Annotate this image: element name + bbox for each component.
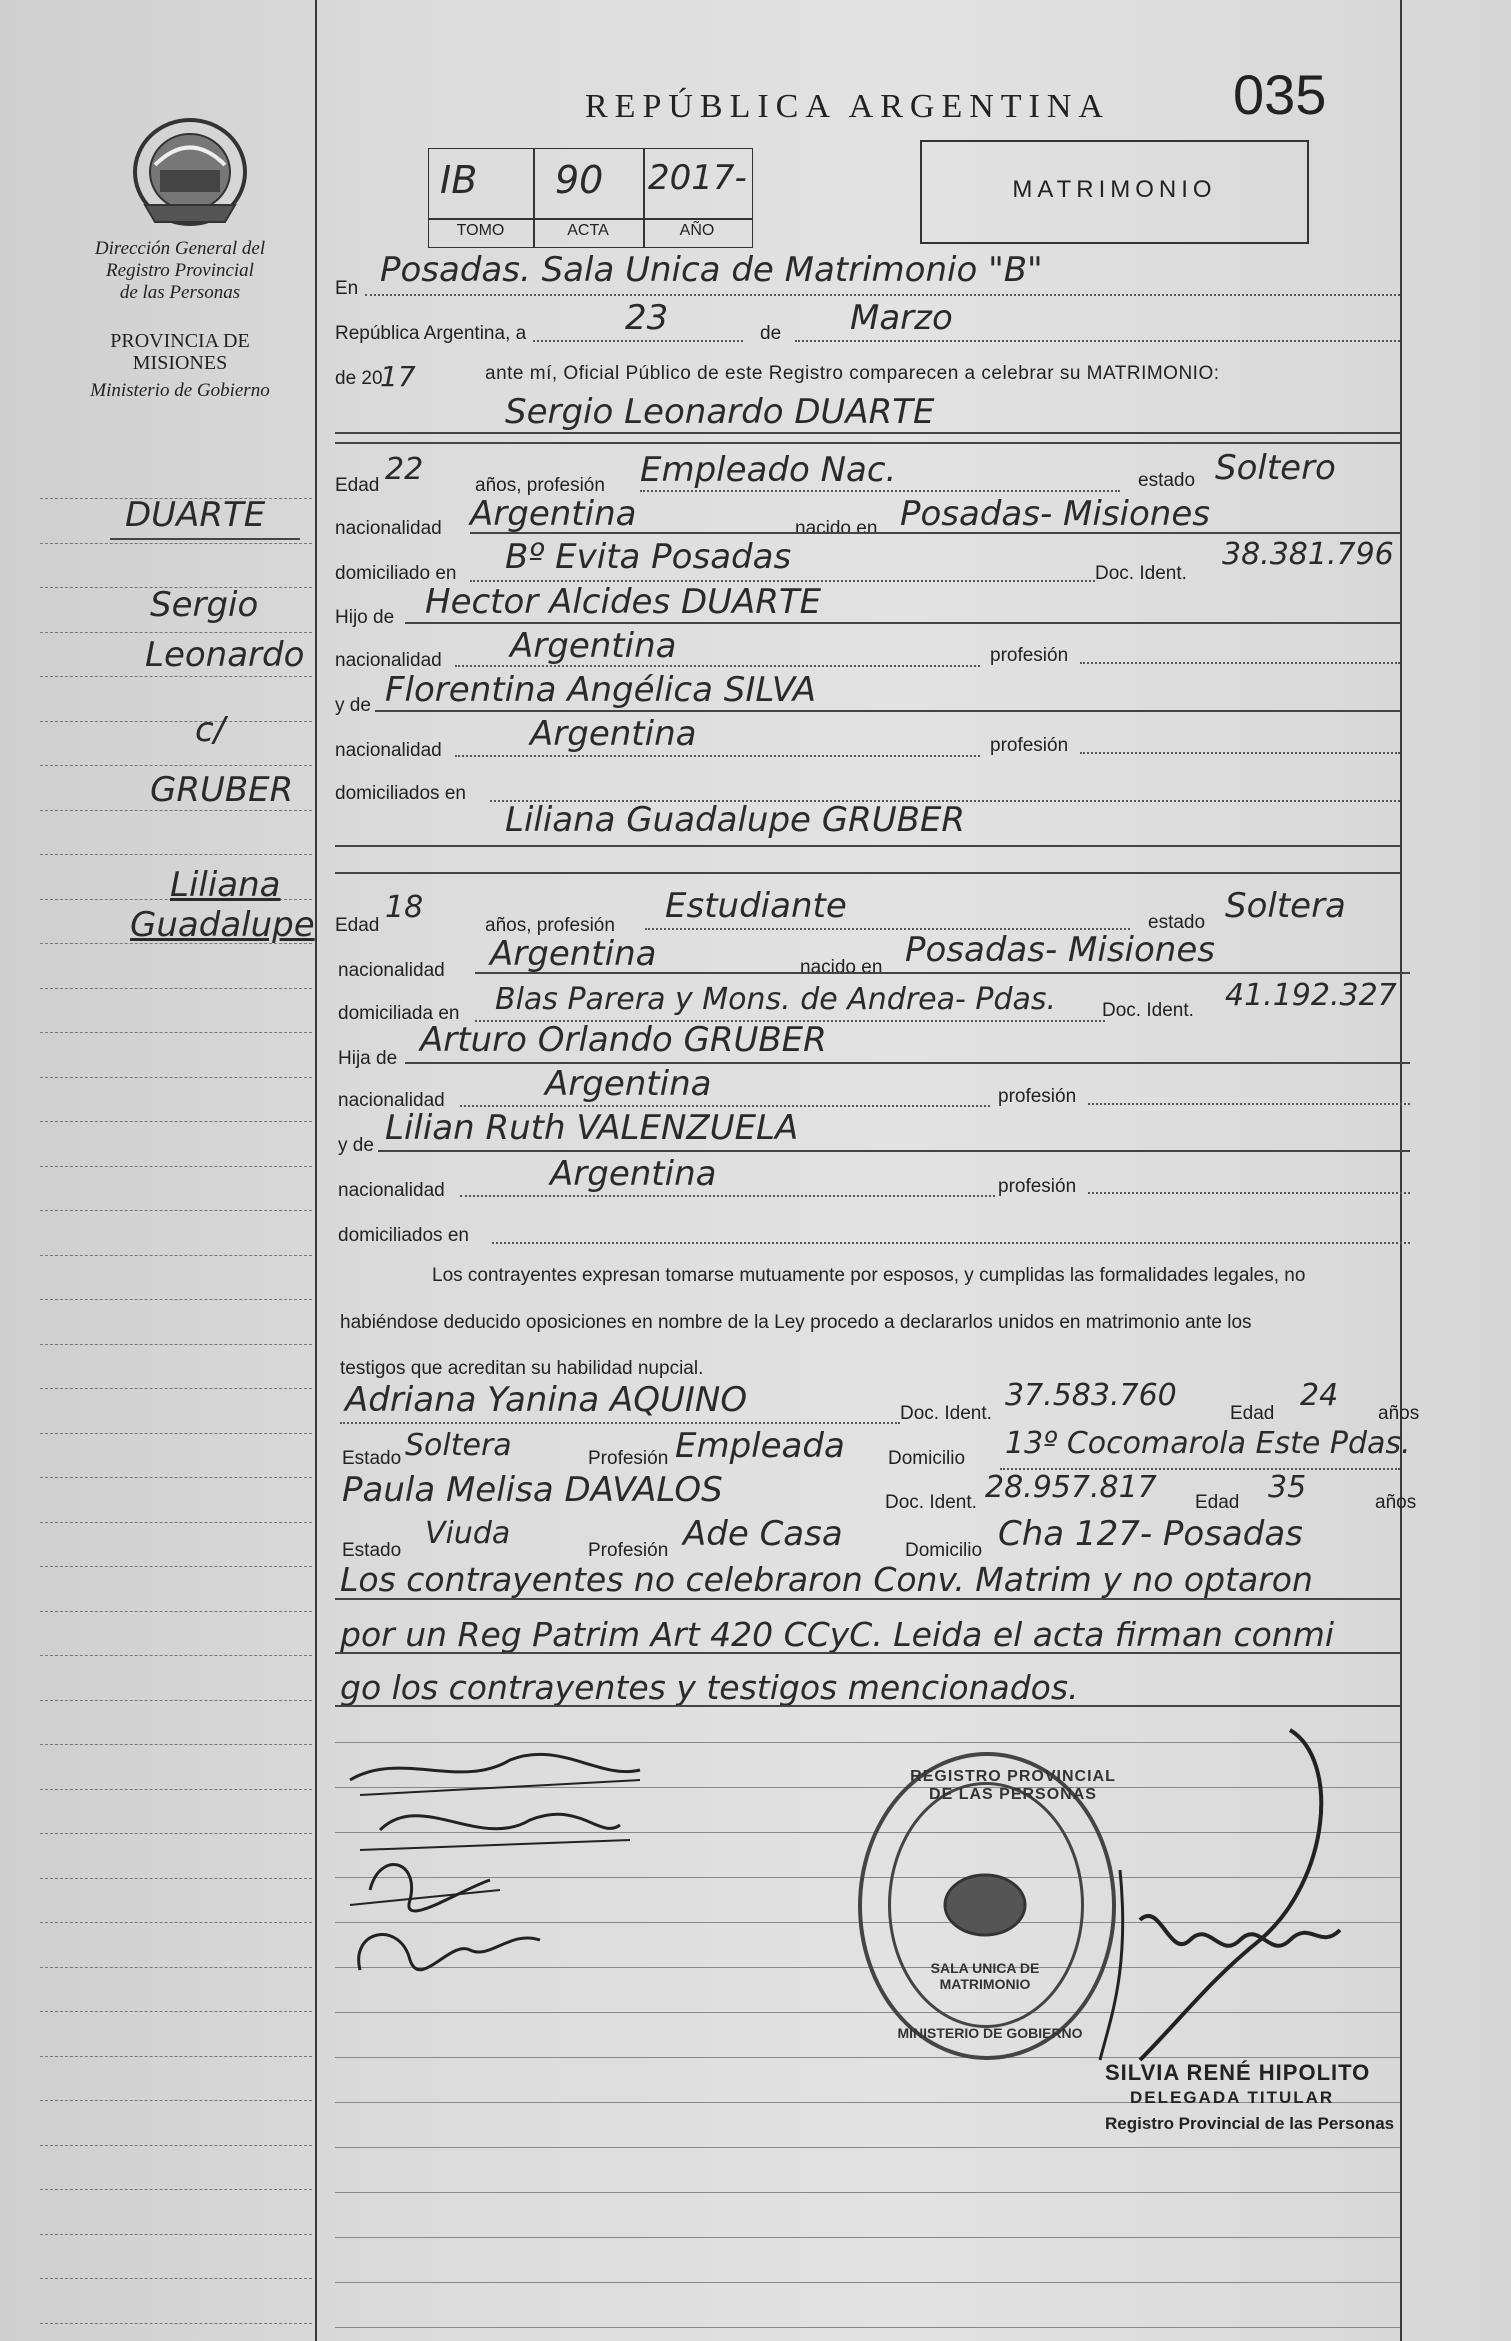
acta-value: 90 (555, 158, 604, 202)
official-title: DELEGADA TITULAR (1130, 2088, 1335, 2107)
margin-rule-line (40, 1299, 312, 1300)
margin-rule-line (40, 988, 312, 989)
margin-groom-first: Sergio (150, 585, 259, 625)
margin-rule-line (40, 2056, 312, 2057)
groom-name: Sergio Leonardo DUARTE (505, 392, 935, 432)
right-rule (1400, 0, 1402, 2341)
tomo-label: TOMO (456, 222, 505, 239)
stamp-inner-text: SALA UNICA DE MATRIMONIO (930, 1960, 1040, 1992)
margin-groom-second: Leonardo (145, 635, 305, 675)
margin-rule-line (40, 1922, 312, 1923)
margin-rule (315, 0, 317, 2341)
province-name: PROVINCIA DE MISIONES (110, 330, 250, 374)
margin-rule-line (40, 1655, 312, 1656)
margin-underline (110, 538, 300, 540)
margin-rule-line (40, 1789, 312, 1790)
bride-name: Liliana Guadalupe GRUBER (505, 800, 966, 840)
anio-value: 2017- (648, 158, 747, 198)
notes-line-3: go los contrayentes y testigos mencionados. (340, 1668, 1079, 1707)
margin-groom-surname: DUARTE (125, 495, 266, 535)
blank-rule-line (335, 2282, 1400, 2283)
margin-rule-line (40, 1433, 312, 1434)
margin-bride-first: Liliana (170, 865, 281, 905)
blank-rule-line (335, 2237, 1400, 2238)
country-heading: REPÚBLICA ARGENTINA (585, 88, 1110, 125)
margin-rule-line (40, 1166, 312, 1167)
margin-rule-line (40, 1210, 312, 1211)
stamp-crest-icon (940, 1870, 1030, 1940)
margin-rule-line (40, 1388, 312, 1389)
official-signature (1080, 1720, 1400, 2080)
margin-rule-line (40, 1878, 312, 1879)
year-value: 17 (380, 360, 416, 393)
margin-rule-line (40, 1833, 312, 1834)
margin-rule-line (40, 1121, 312, 1122)
margin-rule-line (40, 1344, 312, 1345)
official-name: SILVIA RENÉ HIPOLITO (1105, 2060, 1371, 2085)
margin-rule-line (40, 1522, 312, 1523)
page-number: 035 (1233, 63, 1327, 126)
declaration-line-1: Los contrayentes expresan tomarse mutuamente por esposos, y cumplidas las formalidades legales, no (432, 1265, 1306, 1286)
institution-name: Dirección General del Registro Provincial de las Personas (94, 238, 266, 303)
signatures-scribble (340, 1740, 670, 2000)
anio-label: AÑO (679, 222, 715, 239)
blank-rule-line (335, 2192, 1400, 2193)
margin-rule-line (40, 1077, 312, 1078)
margin-rule-line (40, 1566, 312, 1567)
margin-rule-line (40, 632, 312, 633)
margin-rule-line (40, 721, 312, 722)
blank-rule-line (335, 2147, 1400, 2148)
intro-statement: ante mí, Oficial Público de este Registro comparecen a celebrar su MATRIMONIO: (485, 363, 1220, 384)
margin-connector: c/ (195, 710, 226, 750)
margin-rule-line (40, 1032, 312, 1033)
month-value: Marzo (850, 298, 953, 338)
margin-rule-line (40, 676, 312, 677)
margin-rule-line (40, 2323, 312, 2324)
margin-rule-line (40, 810, 312, 811)
margin-rule-line (40, 543, 312, 544)
margin-rule-line (40, 765, 312, 766)
official-office: Registro Provincial de las Personas (1105, 2114, 1395, 2133)
margin-rule-line (40, 1744, 312, 1745)
margin-rule-line (40, 2189, 312, 2190)
margin-rule-line (40, 1967, 312, 1968)
blank-rule-line (335, 2327, 1400, 2328)
margin-rule-line (40, 2278, 312, 2279)
witness2-name: Paula Melisa DAVALOS (342, 1470, 723, 1510)
document-page: Dirección General del Registro Provincial de las Personas PROVINCIA DE MISIONES Ministerio de Gobierno DUARTE Sergio Leonardo c/ GRUBER Liliana Guadalupe REPÚBLICA ARGENTINA 035 IB 90 2017- TOMO ACTA AÑO MATRIMONIO En Posadas. Sala Unica de Matrimonio "B" República Argentina, a 23 de Marzo de 20 17 ante mí, Oficial Público de este Registro comparecen a celebrar su MATRIMONIO: Sergio Leonardo DUARTE Edad 22 años, profesión Empleado Nac. estado Soltero nacionalidad Argentina nacido en Posadas- Misiones domiciliado en Bº Evita Posadas Doc. Ident. 38.381.796 Hijo de Hector Alcides DUARTE nacionalidad Argentina profesión y de Florentina Angélica SILVA nacionalidad Argentina profesión domiciliados en Liliana Guadalupe GRUBER Edad 18 años, profesión Estudiante estado Soltera nacionalidad Argentina nacido en Posadas- Misiones domiciliada en Blas Parera y Mons. de Andrea- Pdas. Doc. Ident. 41.192.327 Hija de Arturo Orlando GRUBER nacionalidad Argentina profesión y de Lilian Ruth VALENZUELA nacionalidad Argentina profesión domiciliados en Los contrayentes expresan tomarse mutuamente por esposos, y cumplidas las formalidades legales, no habiéndose deducido oposiciones en nombre de la Ley procedo a declararlos unidos en matrimonio ante los testigos que acreditan su habilidad nupcial. Adriana Yanina AQUINO Doc. Ident. 37.583.760 Edad 24 años Estado Soltera Profesión Empleada Domicilio 13º Cocomarola Este Pdas. Paula Melisa DAVALOS Doc. Ident. 28.957.817 Edad 35 años Estado Viuda Profesión Ade Casa Domicilio Cha 127- Posadas Los contrayentes no celebraron Conv. Matrim y no optaron por un Reg Patrim Art 420 CCyC. Leida el acta firman conmi go los contrayentes y testigos mencionados. REGISTRO PROVINCIAL DE LAS PERSONAS SALA UNICA DE MATRIMONIO MINISTERIO DE GOBIERNO SILVIA RENÉ HIPOLITO DELEGADA TITULAR Registro Provincial de las Personas (0, 0, 1511, 2341)
margin-rule-line (40, 2145, 312, 2146)
margin-rule-line (40, 1611, 312, 1612)
day-value: 23 (625, 298, 669, 338)
witness1-name: Adriana Yanina AQUINO (345, 1380, 748, 1420)
margin-rule-line (40, 1477, 312, 1478)
notes-line-1: Los contrayentes no celebraron Conv. Matrim y no optaron (340, 1560, 1313, 1599)
margin-bride-surname: GRUBER (150, 770, 294, 810)
stamp-bottom-text: MINISTERIO DE GOBIERNO (897, 2025, 1083, 2041)
declaration-line-2: habiéndose deducido oposiciones en nombre de la Ley procedo a declararlos unidos en matrimonio ante los (340, 1312, 1252, 1333)
acta-label: ACTA (567, 222, 609, 239)
provincial-crest-icon (125, 110, 255, 235)
margin-rule-line (40, 2234, 312, 2235)
margin-bride-second: Guadalupe (130, 905, 315, 945)
margin-rule-line (40, 2100, 312, 2101)
tomo-value: IB (440, 158, 478, 202)
declaration-line-3: testigos que acreditan su habilidad nupcial. (340, 1358, 704, 1379)
notes-line-2: por un Reg Patrim Art 420 CCyC. Leida el acta firman conmi (340, 1615, 1335, 1654)
margin-rule-line (40, 1700, 312, 1701)
ministry-name: Ministerio de Gobierno (90, 380, 270, 401)
record-type: MATRIMONIO (1012, 176, 1217, 203)
stamp-ring-text: REGISTRO PROVINCIAL DE LAS PERSONAS (910, 1768, 1116, 1803)
margin-rule-line (40, 2011, 312, 2012)
place-value: Posadas. Sala Unica de Matrimonio "B" (380, 250, 1043, 290)
margin-rule-line (40, 1255, 312, 1256)
margin-rule-line (40, 854, 312, 855)
